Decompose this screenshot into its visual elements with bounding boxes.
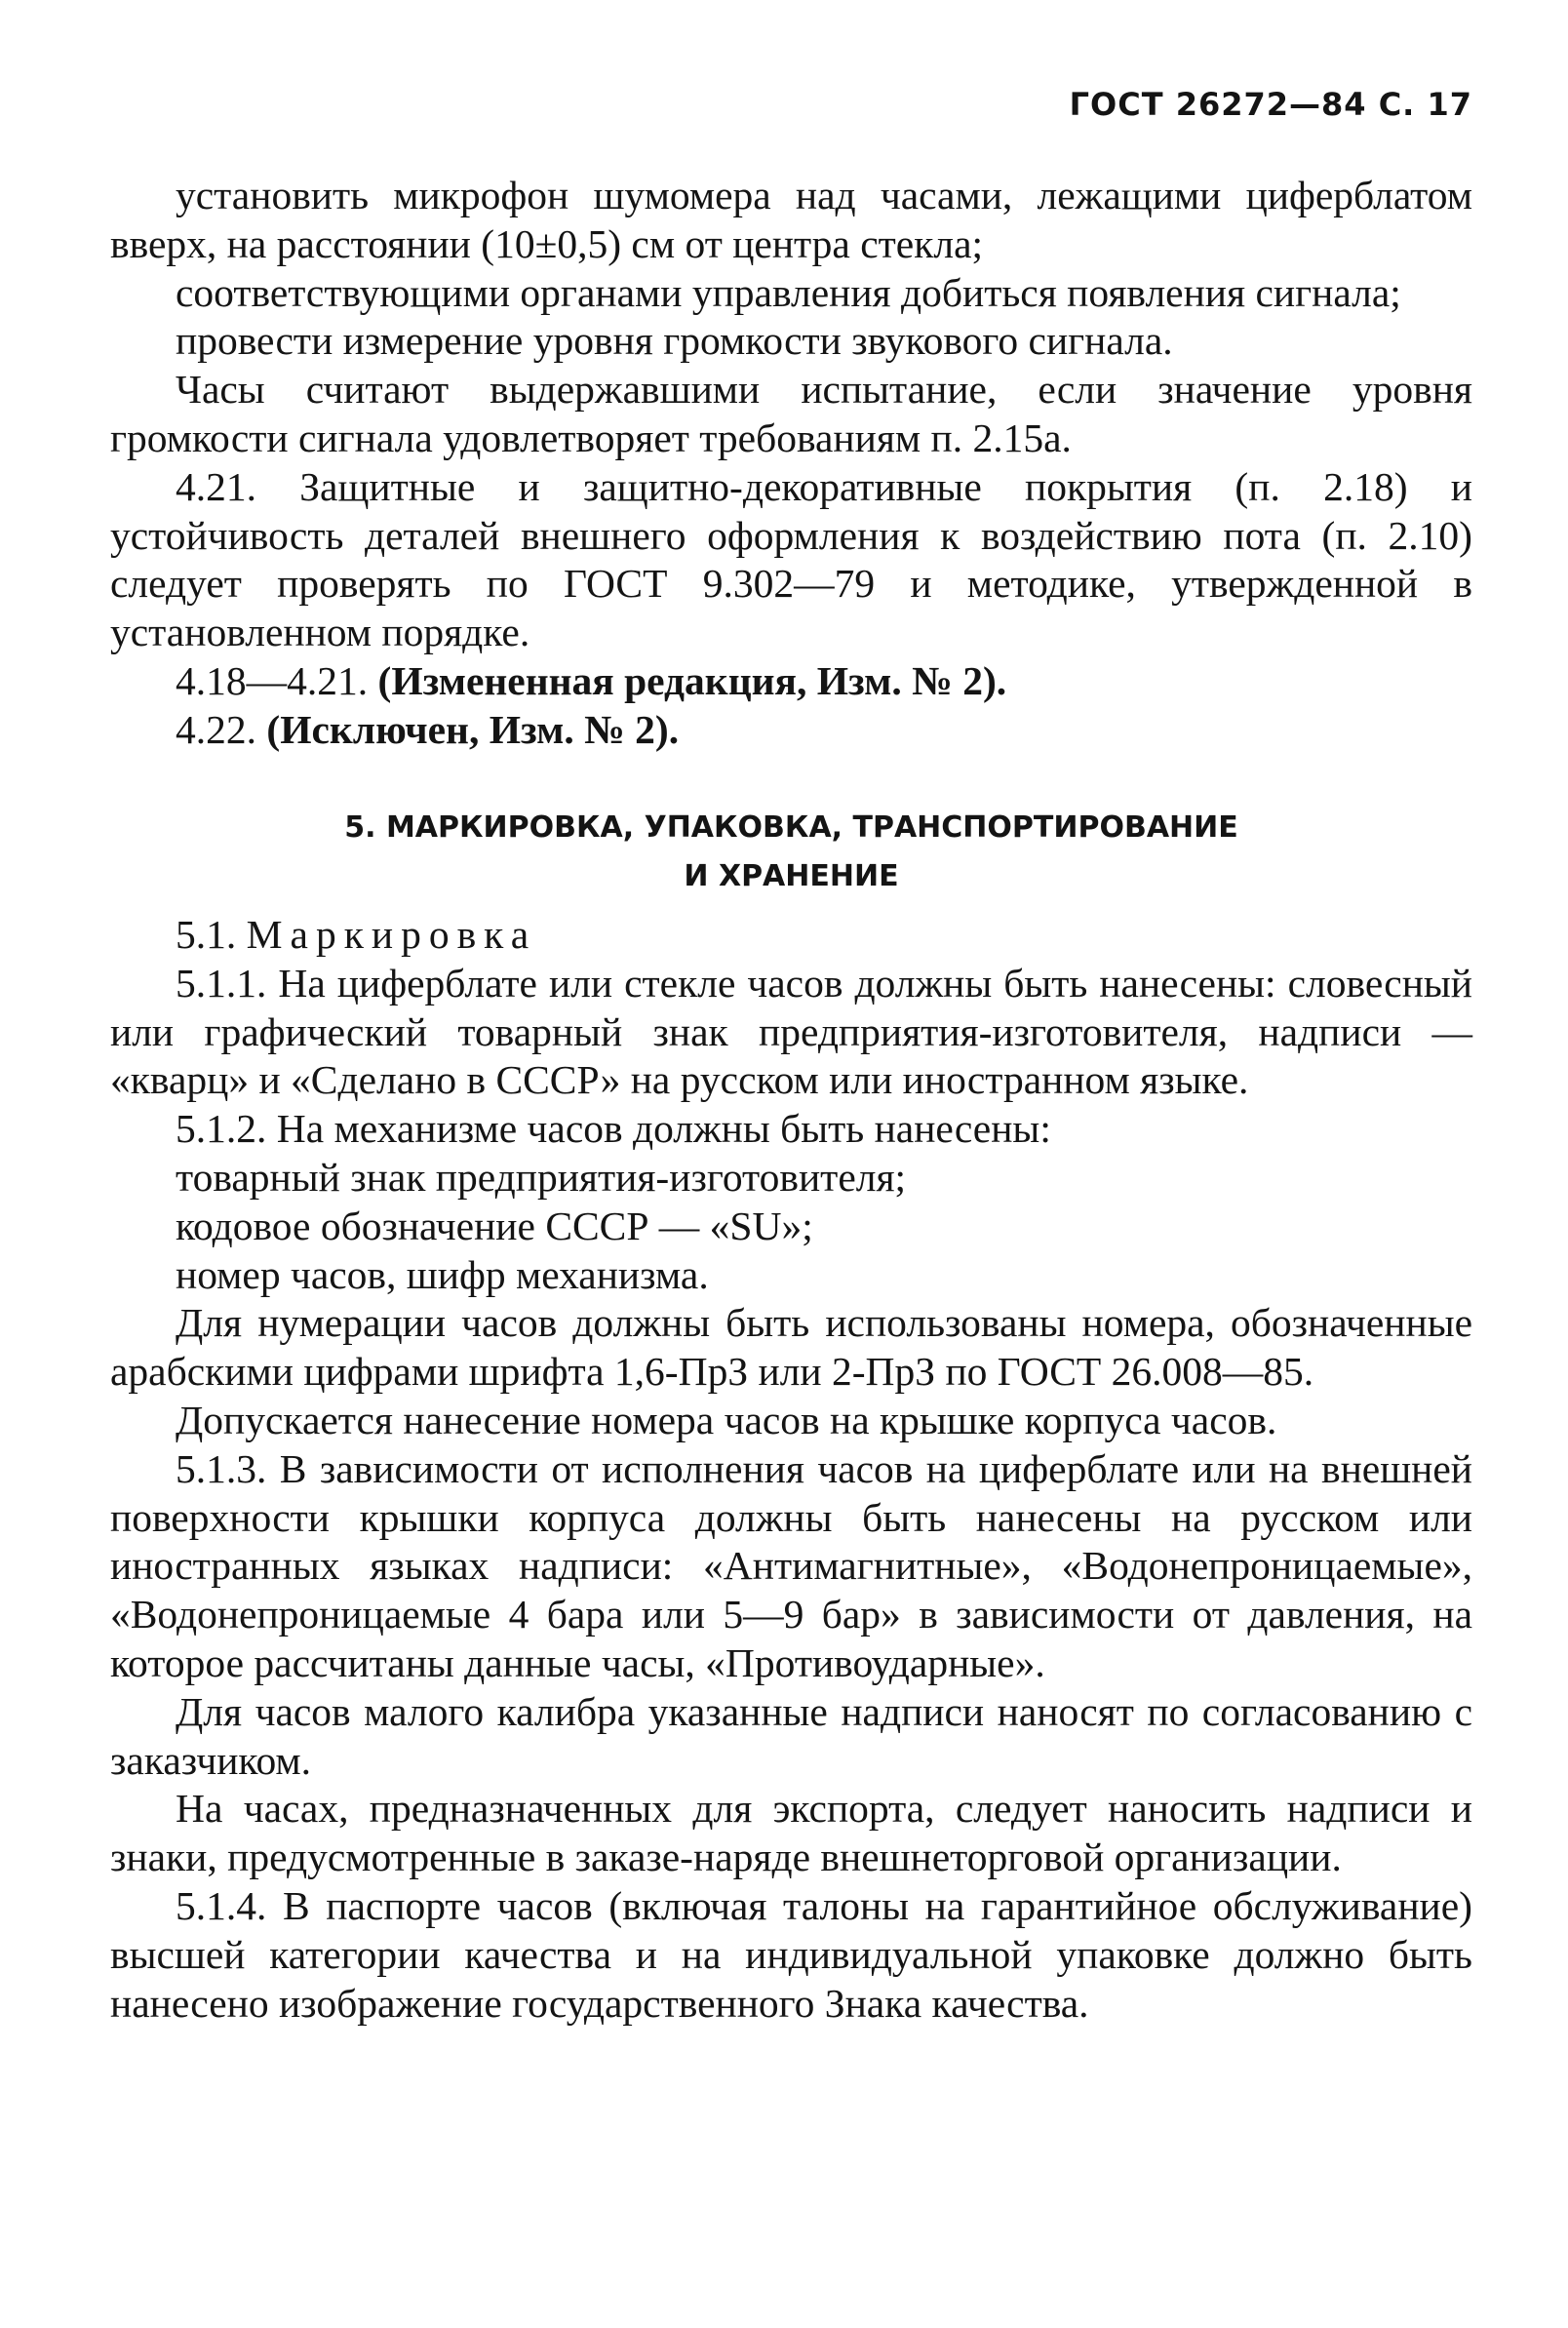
- section-title-line: И ХРАНЕНИЕ: [684, 859, 899, 893]
- paragraph: 5.1.4. В паспорте часов (включая талоны на гарантийное обслуживание) высшей категории качества и на индивидуальной упаковке должно быть нанесено изображение государственного Знака качества.: [110, 1882, 1472, 2026]
- amendment-note: (Исключен, Изм. № 2).: [266, 706, 680, 752]
- paragraph: 5.1.3. В зависимости от исполнения часов на циферблате или на внешней поверхности крышки корпуса должны быть нанесены на русском или иностранных языках надписи: «Антимагнитные», «Водонепроницаемые», «Водонепроницаемые 4 бара или 5—9 бар» в зависимости от давления, на которое рассчитаны данные часы, «Противоударные».: [110, 1445, 1472, 1685]
- section-title: [110, 804, 1472, 901]
- paragraph: Часы считают выдержавшими испытание, если значение уровня громкости сигнала удовлетворяет требованиям п. 2.15а.: [110, 367, 1472, 460]
- clause-number: 4.18—4.21.: [176, 657, 369, 703]
- paragraph: Допускается нанесение номера часов на крышке корпуса часов.: [176, 1397, 1277, 1442]
- paragraph: Для часов малого калибра указанные надписи наносят по согласованию с заказчиком.: [110, 1688, 1472, 1783]
- paragraph: кодовое обозначение СССР — «SU»;: [176, 1203, 813, 1248]
- subsection-heading: [110, 911, 1472, 960]
- amendment-note: (Измененная редакция, Изм. № 2).: [377, 657, 1007, 703]
- paragraph: [110, 657, 1472, 706]
- paragraph: соответствующими органами управления добиться появления сигнала;: [176, 269, 1401, 315]
- clause-number: 4.22.: [176, 706, 256, 752]
- text-block-marking: [110, 911, 1472, 2028]
- subsection-title: Маркировка: [246, 912, 537, 957]
- paragraph: провести измерение уровня громкости звукового сигнала.: [176, 318, 1173, 364]
- page-header: ГОСТ 26272—84 С. 17: [1069, 86, 1472, 123]
- paragraph: 5.1.2. На механизме часов должны быть нанесены:: [176, 1106, 1051, 1152]
- paragraph: [110, 706, 1472, 755]
- paragraph: Для нумерации часов должны быть использованы номера, обозначенные арабскими цифрами шрифта 1,6-ПрЗ или 2-ПрЗ по ГОСТ 26.008—85.: [110, 1300, 1472, 1395]
- paragraph: На часах, предназначенных для экспорта, следует наносить надписи и знаки, предусмотренные в заказе-наряде внешнеторговой организации.: [110, 1786, 1472, 1880]
- paragraph: 4.21. Защитные и защитно-декоративные покрытия (п. 2.18) и устойчивость деталей внешнего оформления к воздействию пота (п. 2.10) следует проверять по ГОСТ 9.302—79 и методике, утвержденной в установленном порядке.: [110, 463, 1472, 655]
- text-block-testing: [110, 172, 1472, 755]
- subsection-number: 5.1.: [176, 912, 237, 957]
- paragraph: товарный знак предприятия-изготовителя;: [176, 1154, 907, 1200]
- section-title-line: 5. МАРКИРОВКА, УПАКОВКА, ТРАНСПОРТИРОВАНИЕ: [344, 810, 1238, 845]
- paragraph: 5.1.1. На циферблате или стекле часов должны быть нанесены: словесный или графический товарный знак предприятия-изготовителя, надписи — «кварц» и «Сделано в СССР» на русском или иностранном языке.: [110, 960, 1472, 1103]
- paragraph: номер часов, шифр механизма.: [176, 1251, 709, 1297]
- paragraph: установить микрофон шумомера над часами, лежащими циферблатом вверх, на расстоянии (10±0,5) см от центра стекла;: [110, 173, 1472, 266]
